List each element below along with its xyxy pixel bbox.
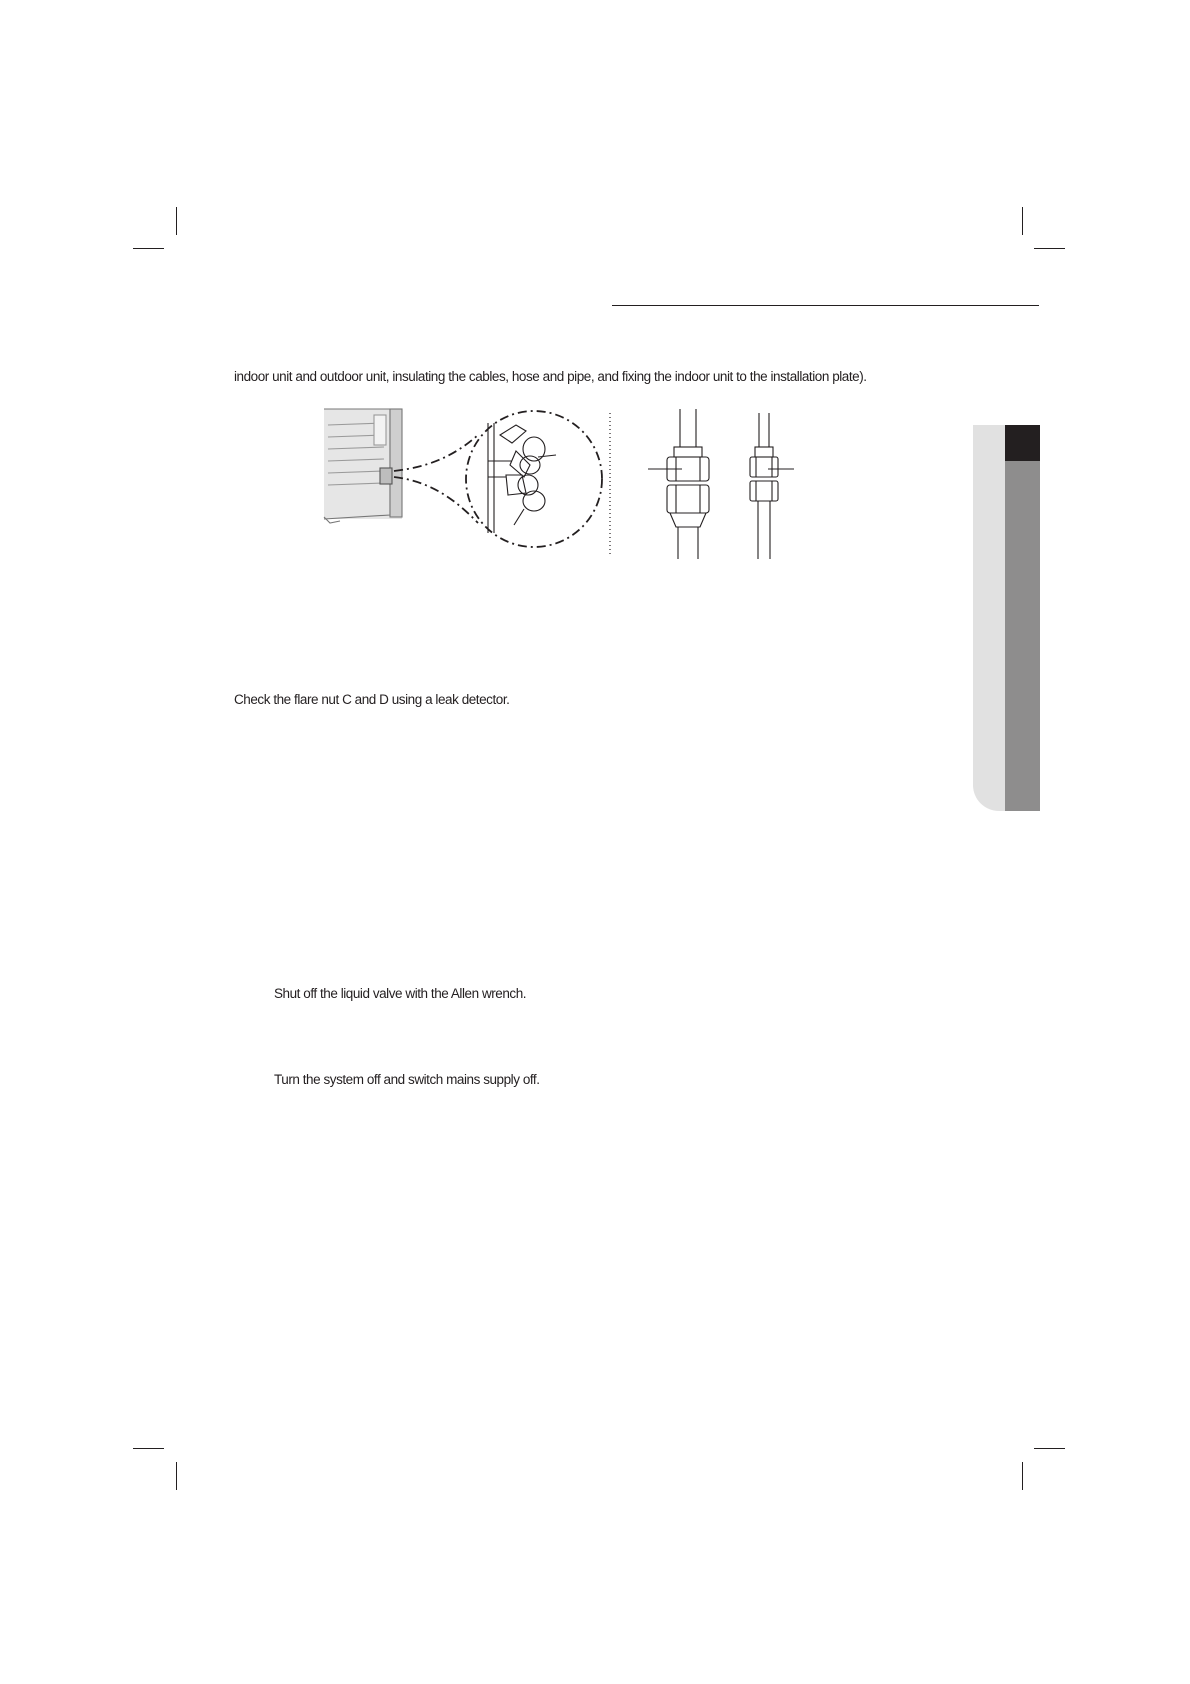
outdoor-unit-illustration-icon <box>324 409 402 523</box>
crop-mark-bottom-left-horizontal <box>133 1448 164 1449</box>
chapter-tab-background <box>973 425 1007 811</box>
crop-mark-top-right-horizontal <box>1034 248 1065 249</box>
flare-nut-joint-C-icon <box>648 409 709 559</box>
installation-figure <box>318 405 818 563</box>
crop-mark-top-right-vertical <box>1022 207 1023 235</box>
step-turn-system-off: Turn the system off and switch mains supply off. <box>274 1072 540 1087</box>
leak-check-instruction: Check the flare nut C and D using a leak detector. <box>234 692 510 707</box>
crop-mark-bottom-right-vertical <box>1022 1462 1023 1490</box>
step-shut-off-liquid-valve: Shut off the liquid valve with the Allen wrench. <box>274 986 527 1001</box>
crop-mark-bottom-right-horizontal <box>1034 1448 1065 1449</box>
crop-mark-top-left-vertical <box>176 207 177 235</box>
flare-nut-joint-D-icon <box>750 413 794 559</box>
crop-mark-top-left-horizontal <box>133 248 164 249</box>
intro-paragraph: indoor unit and outdoor unit, insulating the cables, hose and pipe, and fixing the indoor unit to the installation plate). <box>234 369 867 384</box>
crop-mark-bottom-left-vertical <box>176 1462 177 1490</box>
service-valve-detail-icon <box>488 423 556 533</box>
header-rule <box>612 305 1039 306</box>
chapter-tab-marker <box>1005 425 1040 461</box>
chapter-tab <box>1005 461 1040 811</box>
